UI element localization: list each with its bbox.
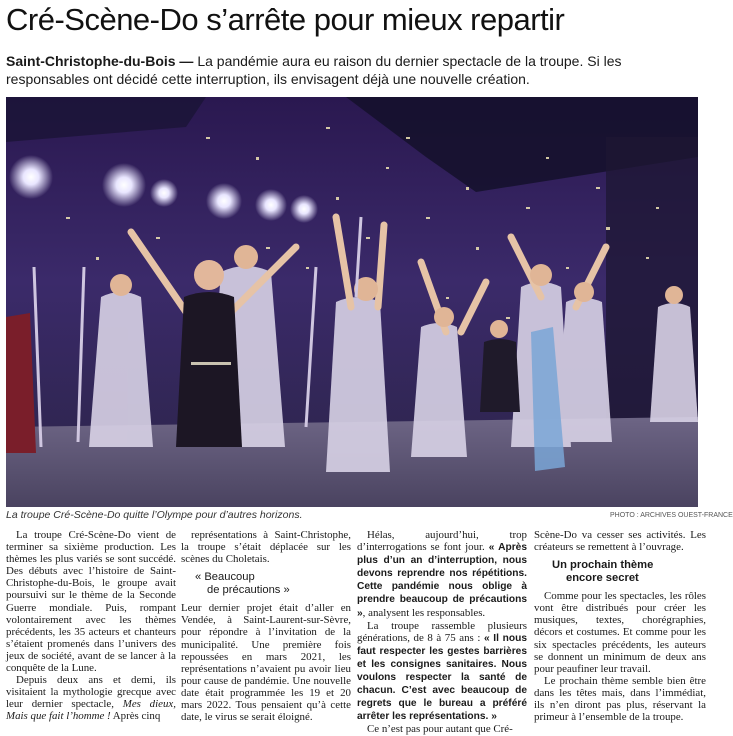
paragraph: Le prochain thème semble bien être dans les têtes mais, dans l’immédiat, ils n’en diront pas plus, réservant la primeur à l’ensemble de la troupe. bbox=[534, 674, 706, 724]
subheading-line: de précautions » bbox=[207, 583, 290, 596]
quote: « Après plus d’un an d’interruption, nous devons reprendre nos répétitions. Cette pandémie nous oblige à prendre beaucoup de précautions » bbox=[357, 542, 527, 619]
quote: « Il nous faut respecter les gestes barrières et les consignes sanitaires. Nous voulons respecter la santé de chacun. C’est avec beaucoup de regrets que le bureau a préféré arrêter les représentations. » bbox=[357, 632, 527, 723]
subheading bbox=[552, 559, 706, 584]
paragraph: représentations à Saint-Christophe, la troupe s’était déplacée sur les scènes du Choletais. bbox=[181, 529, 351, 566]
lede-dateline: Saint-Christophe-du-Bois — bbox=[6, 53, 194, 69]
text-run: Hélas, aujourd’hui, trop d’interrogations se font jour. bbox=[357, 529, 527, 554]
headline: Cré-Scène-Do s’arrête pour mieux repartir bbox=[6, 2, 565, 37]
text-run: Après cinq bbox=[110, 710, 161, 723]
paragraph: La troupe Cré-Scène-Do vient de terminer sa sixième production. Les thèmes les plus variés se sont succédé. Des débuts avec l’histoire de Saint-Christophe-du-Bois, le groupe avait poursuivi sur le thème de la Seconde Guerre mondiale. Puis, rompant volontairement avec les thèmes précédents, les 35 acteurs et chanteurs s’étaient promenés dans l’univers des jeux de société, avant de se lancer à la conquête de la Lune. bbox=[6, 529, 176, 675]
paragraph bbox=[6, 674, 176, 722]
stage-photo bbox=[6, 97, 698, 507]
paragraph: Ce n’est pas pour autant que Cré- bbox=[367, 723, 513, 736]
text-run: La troupe rassemble plusieurs générations, de 8 à 75 ans : bbox=[357, 619, 527, 644]
lede bbox=[6, 52, 706, 88]
stage-photo-icon bbox=[6, 97, 698, 507]
article-column-2 bbox=[181, 529, 351, 730]
article-column-4 bbox=[534, 529, 706, 730]
paragraph: Comme pour les spectacles, les rôles vont être distribués pour créer les musiques, textes, chorégraphies, décors et costumes. Et comme pour les six spectacles précédents, les auteurs se donnent un minimum de deux ans pour peaufiner leur travail. bbox=[534, 590, 706, 675]
subheading-line: « Beaucoup bbox=[195, 571, 255, 584]
subheading-line: encore secret bbox=[566, 571, 639, 584]
paragraph bbox=[357, 620, 527, 724]
text-run: , analysent les responsables. bbox=[362, 606, 486, 619]
subheading bbox=[195, 571, 351, 596]
show-title: Mes dieux, Mais que fait l’homme ! bbox=[6, 698, 176, 723]
photo-credit: PHOTO : ARCHIVES OUEST-FRANCE bbox=[610, 512, 733, 519]
lede-text: La pandémie aura eu raison du dernier spectacle de la troupe. Si les responsables ont décidé cette interruption, ils envisagent déjà une nouvelle création. bbox=[6, 53, 622, 87]
photo-caption: La troupe Cré-Scène-Do quitte l’Olympe pour d’autres horizons. bbox=[6, 509, 303, 521]
paragraph bbox=[357, 529, 527, 620]
subheading-line: Un prochain thème bbox=[552, 559, 654, 572]
text-run: Depuis deux ans et demi, ils visitaient la mythologie grecque avec leur dernier spectacle, bbox=[6, 674, 176, 711]
paragraph: Leur dernier projet était d’aller en Vendée, à Saint-Laurent-sur-Sèvre, pour répondre à l’invitation de la municipalité. Une première fois repoussées en mars 2021, les représentations n’avaient pu avoir lieu pour cause de pandémie. Une nouvelle date était programmée les 19 et 20 mars 2022. Tous pensaient qu’à cette date, le virus se serait éloigné. bbox=[181, 602, 351, 724]
article-column-3 bbox=[357, 529, 527, 736]
article-column-1 bbox=[6, 529, 176, 730]
paragraph: Scène-Do va cesser ses activités. Les créateurs se remettent à l’ouvrage. bbox=[534, 529, 706, 554]
